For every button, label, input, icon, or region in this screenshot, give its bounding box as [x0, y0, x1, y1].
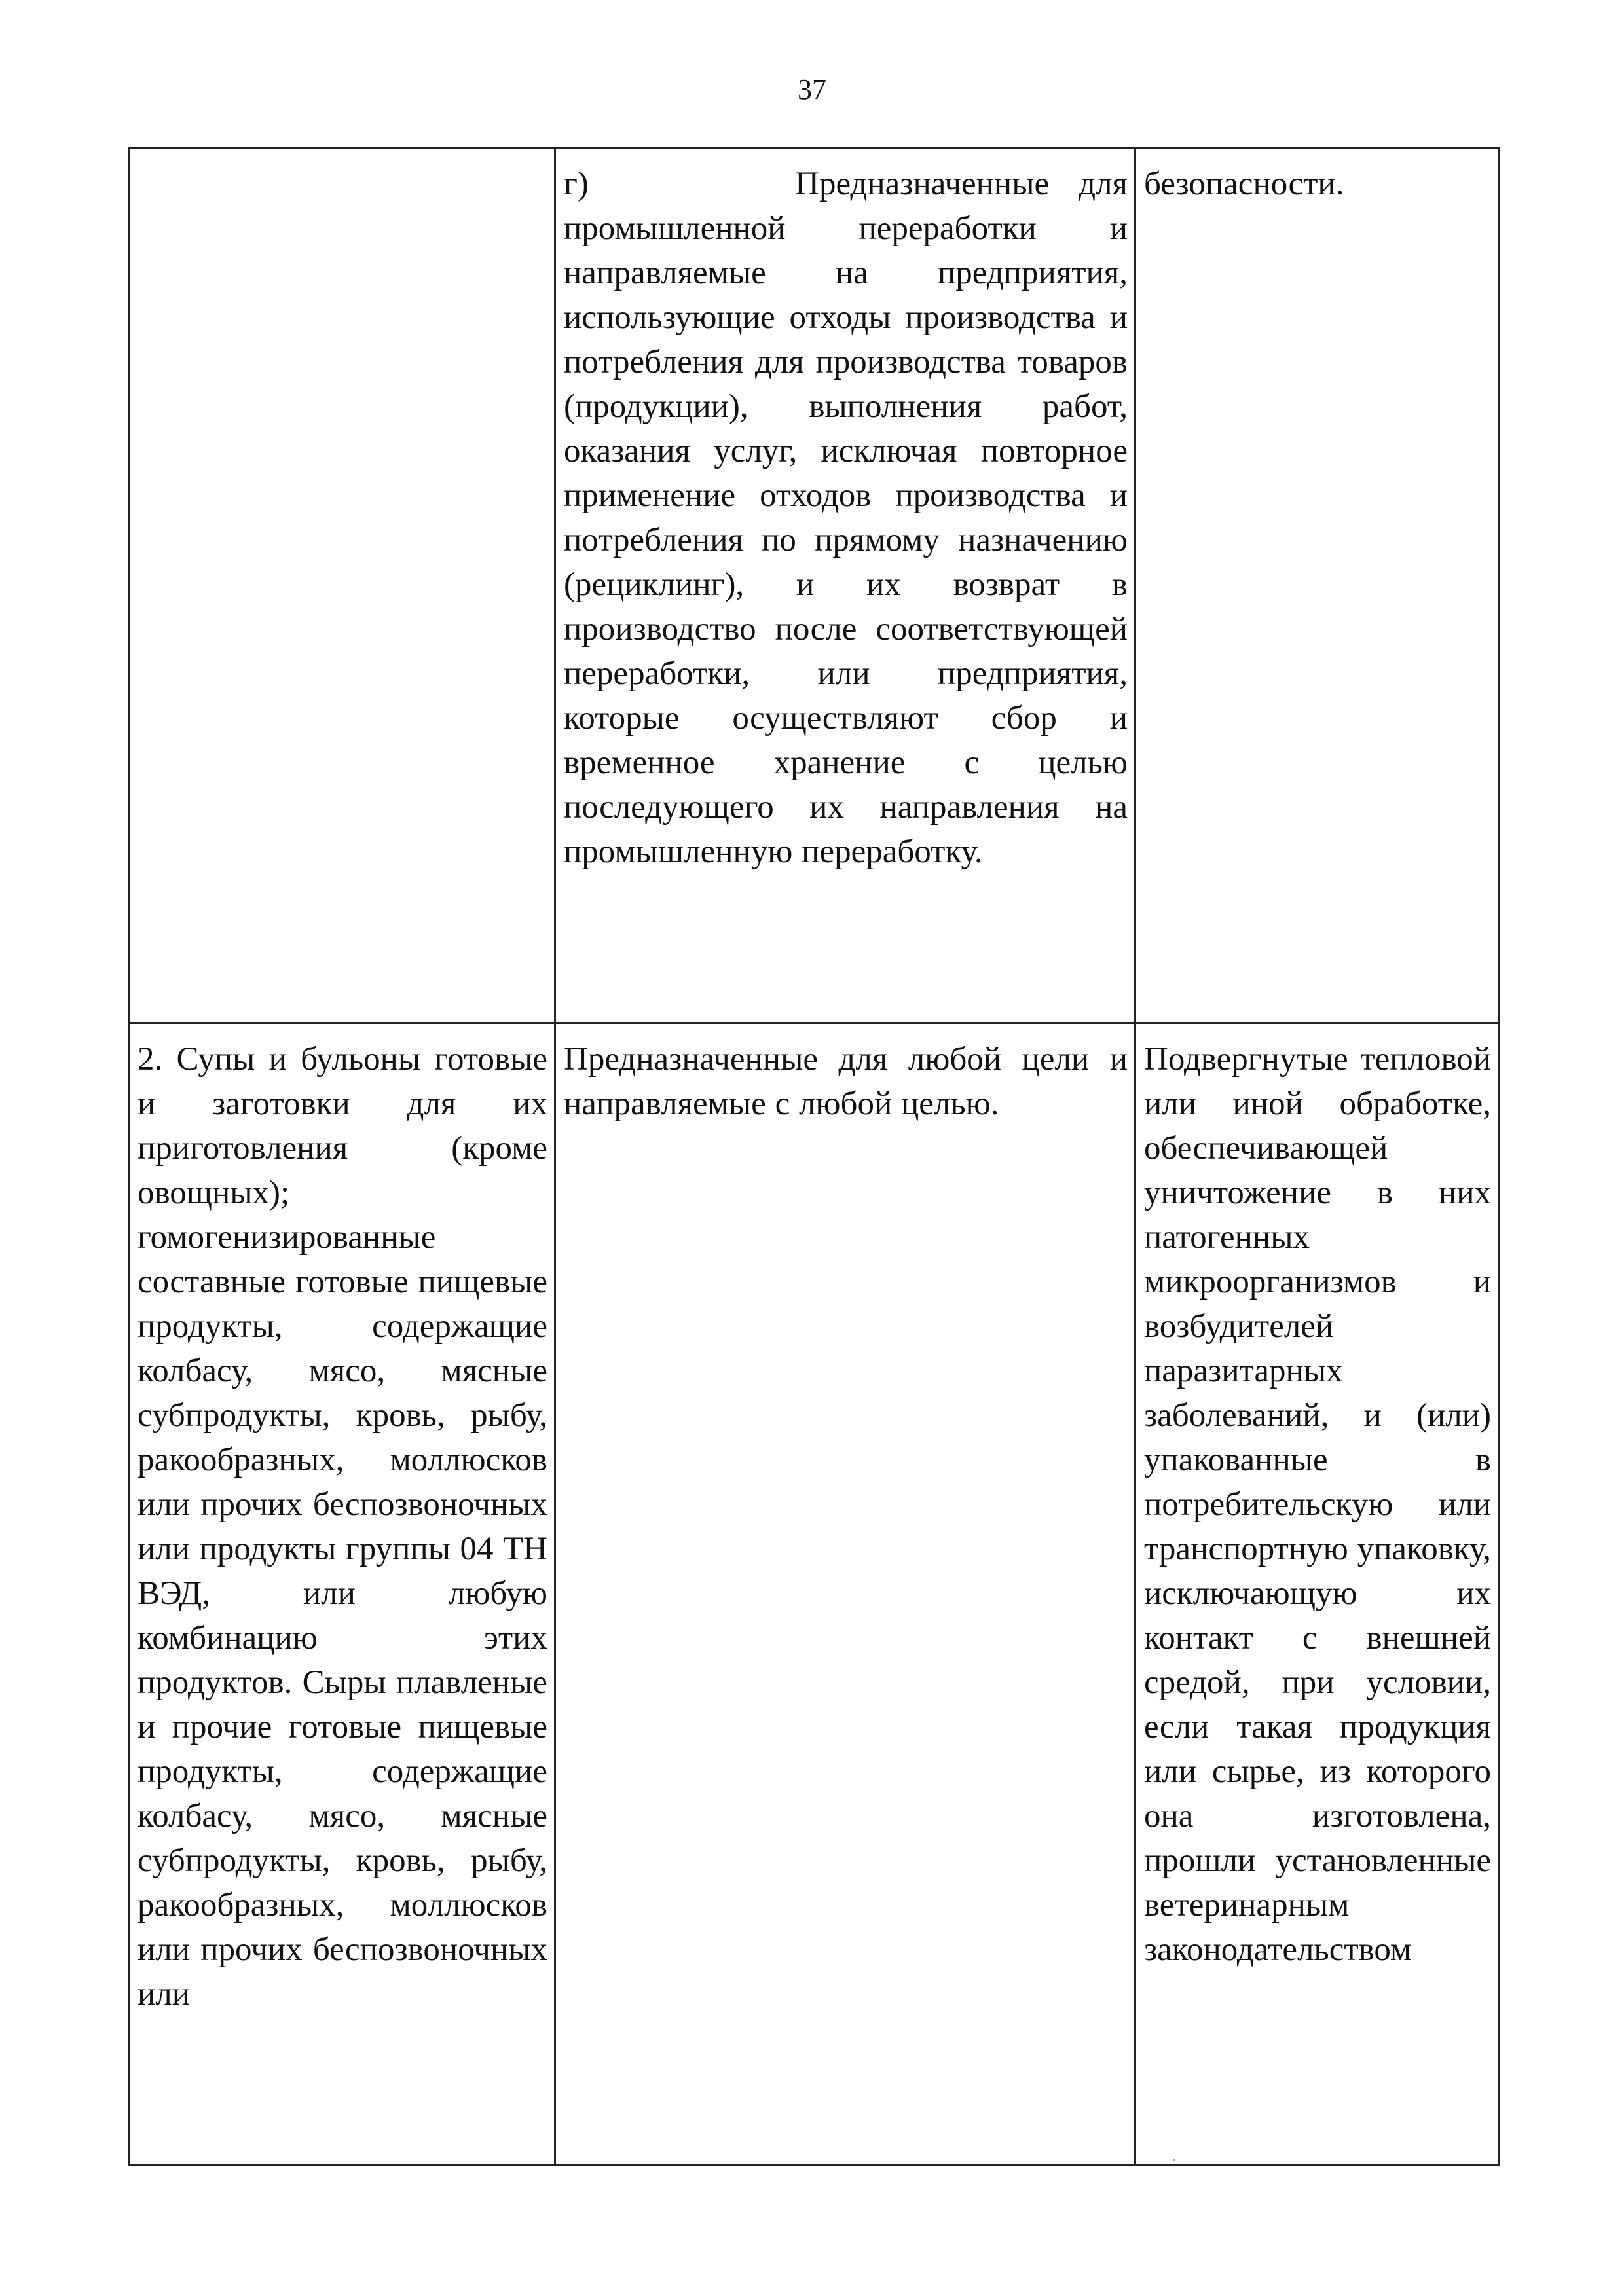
cell-condition: безопасности. [1135, 148, 1499, 1023]
table-row [129, 148, 1499, 1023]
scan-speck [1173, 2159, 1175, 2161]
cell-purpose: Предназначенные для любой цели и направляемые с любой целью. [555, 1023, 1135, 2165]
cell-condition: Подвергнутые тепловой или иной обработке, обеспечивающей уничтожение в них патогенных микроорганизмов и возбудителей паразитарных заболеваний, и (или) упакованные в потребительскую или транспортную упаковку, исключающую их контакт с внешней средой, при условии, если такая продукция или сырье, из которого она изготовлена, прошли установленные ветеринарным законодательством [1135, 1023, 1499, 2165]
table-row [129, 1023, 1499, 2165]
cell-purpose: г) Предназначенные для промышленной переработки и направляемые на предприятия, использующие отходы производства и потребления для производства товаров (продукции), выполнения работ, оказания услуг, исключая повторное применение отходов производства и потребления по прямому назначению (рециклинг), и их возврат в производство после соответствующей переработки, или предприятия, которые осуществляют сбор и временное хранение с целью последующего их направления на промышленную переработку. [555, 148, 1135, 1023]
page-number: 37 [798, 73, 826, 105]
cell-product: 2. Супы и бульоны готовые и заготовки для их приготовления (кроме овощных); гомогенизированные составные готовые пищевые продукты, содержащие колбасу, мясо, мясные субпродукты, кровь, рыбу, ракообразных, моллюсков или прочих беспозвоночных или продукты группы 04 ТН ВЭД, или любую комбинацию этих продуктов. Сыры плавленые и прочие готовые пищевые продукты, содержащие колбасу, мясо, мясные субпродукты, кровь, рыбу, ракообразных, моллюсков или прочих беспозвоночных или [129, 1023, 555, 2165]
regulation-table [128, 147, 1500, 2166]
cell-product [129, 148, 555, 1023]
